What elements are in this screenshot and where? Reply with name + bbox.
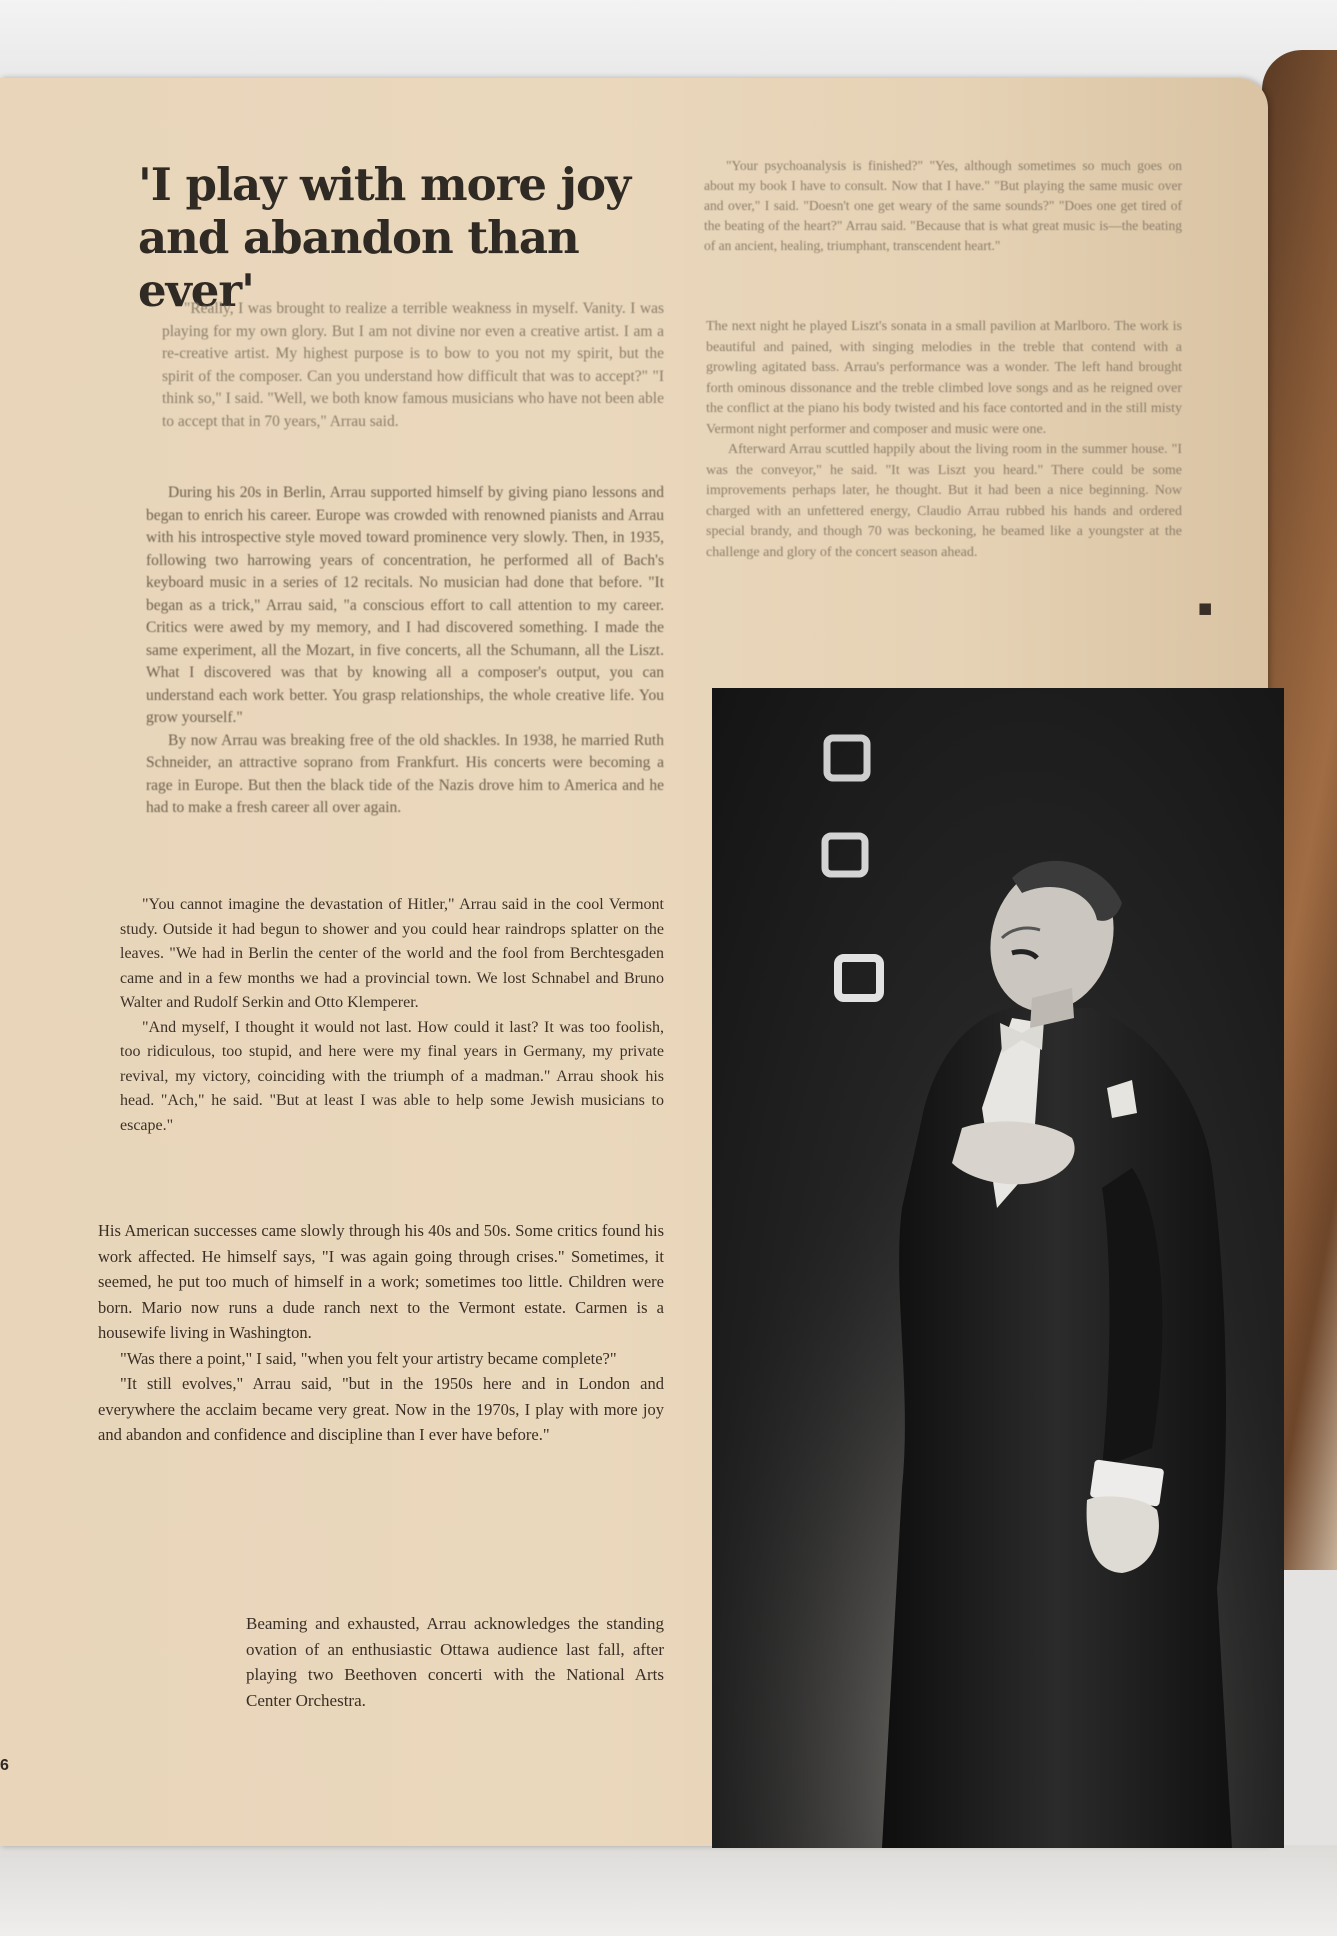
right-mid-paragraph-2: Afterward Arrau scuttled happily about the living room in the summer house. "I was the conveyor," he said. "It was Liszt you heard." There could be some improvements perhaps later, he thought. But it had been a nice beginning. Now charged with an unfettered energy, Claudio Arrau rubbed his hands and ordered special brandy, and though 70 was beckoning, he beamed like a youngster at the challenge and glory of the concert season ahead. <box>706 442 1182 560</box>
right-column-middle-text <box>706 317 1182 563</box>
left-end-paragraph-3: "It still evolves," Arrau said, "but in the 1950s here and in London and everywhere the acclaim became very great. Now in the 1970s, I play with more joy and abandon and confidence and discipline than I ever have before." <box>98 1374 664 1444</box>
pianist-photograph <box>712 688 1284 1848</box>
right-mid-paragraph-1: The next night he played Liszt's sonata in a small pavilion at Marlboro. The work is beautiful and pained, with singing melodies in the treble that contend with a growling agitated bass. Arrau's performance was a wonder. The left hand brought forth ominous dissonance and the treble climbed love songs and as he reigned over the conflict at the piano his body twisted and his face contorted and in the still misty Vermont night performer and composer and music were one. <box>706 319 1182 437</box>
article-end-mark: ■ <box>1198 599 1213 617</box>
left-column-faded-text <box>162 298 664 433</box>
left-column-ending-text <box>98 1218 664 1448</box>
left-faded-paragraph: "Really, I was brought to realize a terrible weakness in myself. Vanity. I was playing for my own glory. But I am not divine nor even a creative artist. I am a re-creative artist. My highest purpose is to bow to you not my spirit, but the spirit of the composer. Can you understand how difficult that was to accept?" "I think so," I said. "Well, we both know famous musicians who have not been able to accept that in 70 years," Arrau said. <box>162 300 664 430</box>
article-headline: 'I play with more joy and abandon than ever' <box>138 158 631 317</box>
photo-caption: Beaming and exhausted, Arrau acknowledges the standing ovation of an enthusiastic Ottawa audience last fall, after playing two Beethoven concerti with the National Arts Center Orchestra. <box>246 1614 664 1710</box>
pianist-illustration <box>712 688 1284 1848</box>
right-column-top-text <box>704 156 1182 256</box>
left-bottom-paragraph-2: "And myself, I thought it would not last. How could it last? It was too foolish, too ridiculous, too stupid, and here were my final years in Germany, my private revival, my victory, coinciding with the triumph of a madman." Arrau shook his head. "Ach," he said. "But at least I was able to help some Jewish musicians to escape." <box>120 1018 664 1134</box>
left-column-bottom-text <box>120 893 664 1138</box>
right-top-paragraph: "Your psychoanalysis is finished?" "Yes, although sometimes so much goes on about my book I have to consult. Now that I have." "But playing the same music over and over," I said. "Doesn't one get weary of the same sounds?" "Does one get tired of the beating of the heart?" Arrau said. "Because that is what great music is—the beating of an ancient, healing, triumphant, transcendent heart." <box>704 158 1182 253</box>
left-end-paragraph-2: "Was there a point," I said, "when you felt your artistry became complete?" <box>120 1348 617 1368</box>
left-column-middle-text <box>146 482 664 820</box>
background-bottom <box>0 1845 1337 1936</box>
page-number: 6 <box>0 1757 9 1774</box>
left-mid-paragraph-2: By now Arrau was breaking free of the old shackles. In 1938, he married Ruth Schneider, an attractive soprano from Frankfurt. His concerts were becoming a rage in Europe. But then the black tide of the Nazis drove him to America and he had to make a fresh career all over again. <box>146 731 664 816</box>
left-end-paragraph-1: His American successes came slowly through his 40s and 50s. Some critics found his work affected. He himself says, "I was again going through crises." Sometimes, it seemed, he put too much of himself in a work; sometimes too little. Children were born. Mario now runs a dude ranch next to the Vermont estate. Carmen is a housewife living in Washington. <box>98 1221 664 1342</box>
left-mid-paragraph-1: During his 20s in Berlin, Arrau supported himself by giving piano lessons and began to enrich his career. Europe was crowded with renowned pianists and Arrau with his introspective style moved toward prominence very slowly. Then, in 1935, following two harrowing years of concentration, he performed all of Bach's keyboard music in a series of 12 recitals. No musician had done that before. "It began as a trick," Arrau said, "a conscious effort to call attention to my career. Critics were awed by my memory, and I had discovered something. I made the same experiment, all the Mozart, in five concerts, all the Schumann, all the Liszt. What I discovered was that by knowing all a composer's output, you can understand each work better. You grasp relationships, the whole creative life. You grow yourself." <box>146 484 664 726</box>
left-bottom-paragraph-1: "You cannot imagine the devastation of Hitler," Arrau said in the cool Vermont study. Outside it had begun to shower and you could hear raindrops splatter on the leaves. "We had in Berlin the center of the world and the fool from Berchtesgaden came and in a few months we had a provincial town. We lost Schnabel and Bruno Walter and Rudolf Serkin and Otto Klemperer. <box>120 896 664 1011</box>
